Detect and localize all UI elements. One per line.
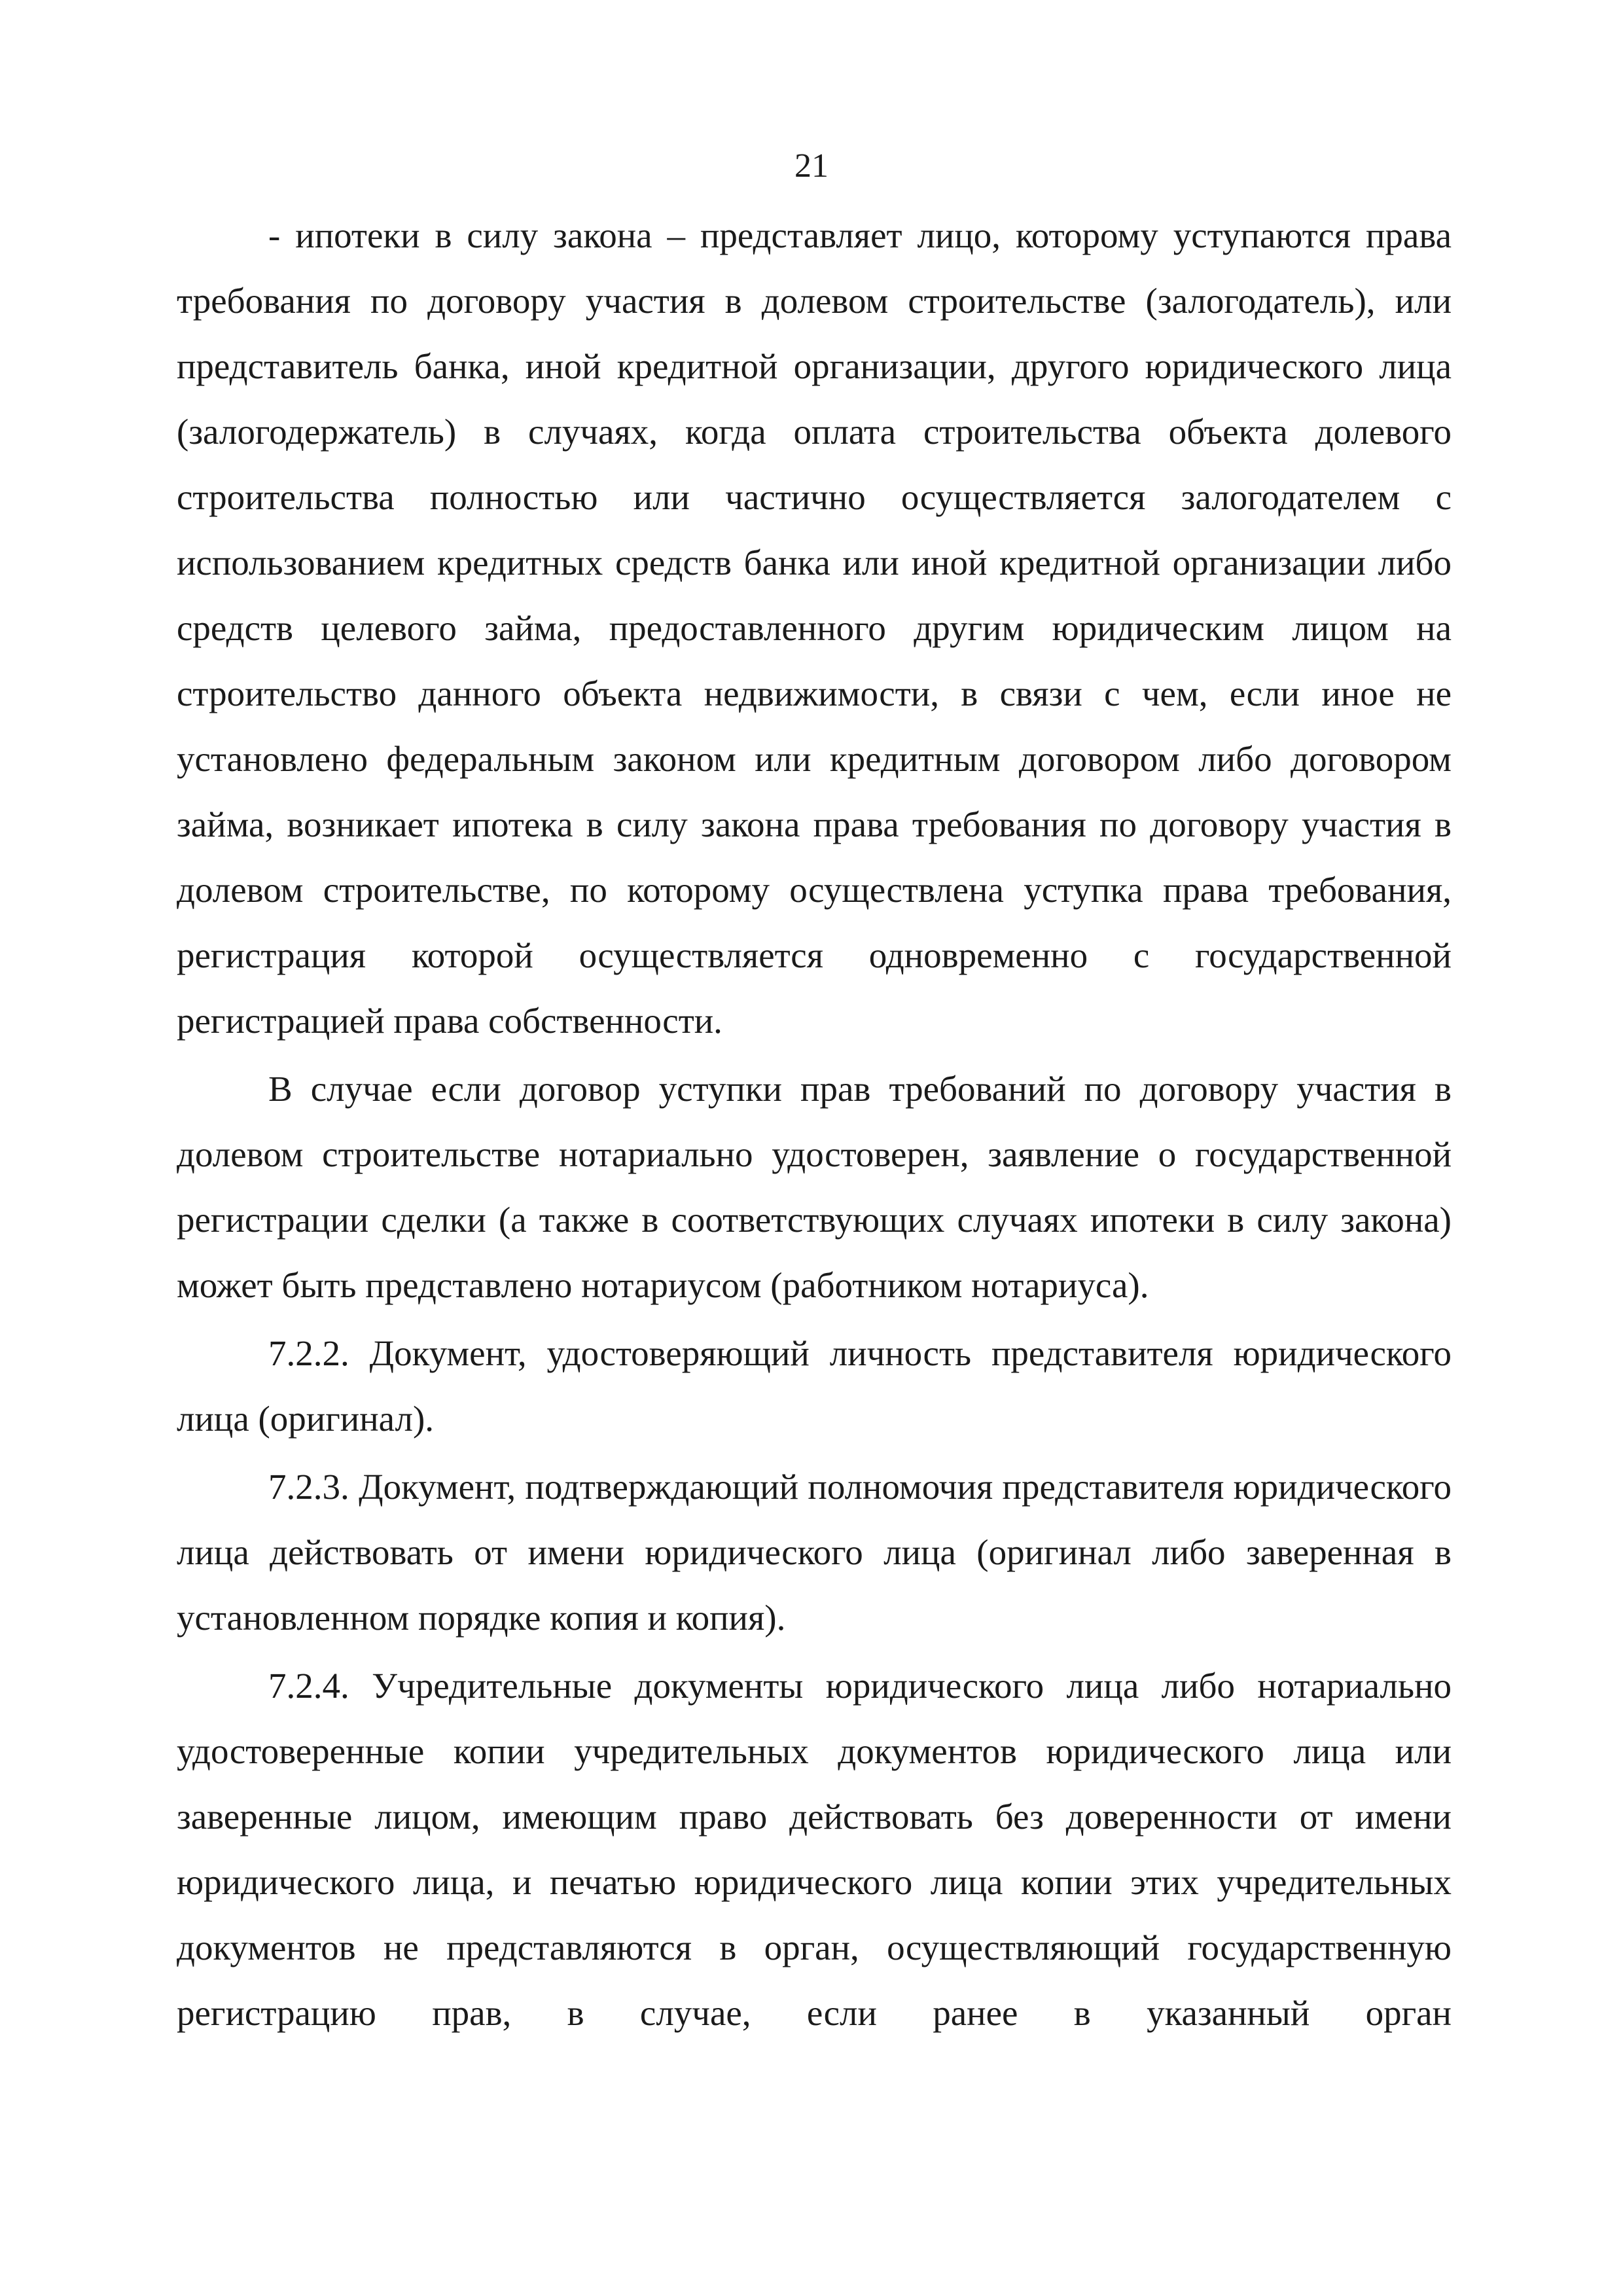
paragraph-item-7-2-2: 7.2.2. Документ, удостоверяющий личность представителя юридического лица (оригинал). <box>177 1333 1452 1439</box>
paragraph-mortgage-by-law: - ипотеки в силу закона – представляет лицо, которому уступаются права требования по договору участия в долевом строительстве (залогодатель), или представитель банка, иной кредитной организации, другого юридического лица (залогодержатель) в случаях, когда оплата строительства объекта долевого строительства полностью или частично осуществляется залогодателем с использованием кредитных средств банка или иной кредитной организации либо средств целевого займа, предоставленного другим юридическим лицом на строительство данного объекта недвижимости, в связи с чем, если иное не установлено федеральным законом или кредитным договором либо договором займа, возникает ипотека в силу закона права требования по договору участия в долевом строительстве, по которому осуществлена уступка права требования, регистрация которой осуществляется одновременно с государственной регистрацией права собственности. <box>177 215 1452 1041</box>
document-body <box>177 203 1452 2046</box>
page-number: 21 <box>794 147 829 185</box>
paragraph-item-7-2-3: 7.2.3. Документ, подтверждающий полномочия представителя юридического лица действовать от имени юридического лица (оригинал либо заверенная в установленном порядке копия и копия). <box>177 1467 1452 1638</box>
paragraph-notary-case: В случае если договор уступки прав требований по договору участия в долевом строительстве нотариально удостоверен, заявление о государственной регистрации сделки (а также в соответствующих случаях ипотеки в силу закона) может быть представлено нотариусом (работником нотариуса). <box>177 1069 1452 1305</box>
paragraph-item-7-2-4: 7.2.4. Учредительные документы юридического лица либо нотариально удостоверенные копии учредительных документов юридического лица или заверенные лицом, имеющим право действовать без доверенности от имени юридического лица, и печатью юридического лица копии этих учредительных документов не представляются в орган, осуществляющий государственную регистрацию прав, в случае, если ранее в указанный орган <box>177 1666 1452 2033</box>
